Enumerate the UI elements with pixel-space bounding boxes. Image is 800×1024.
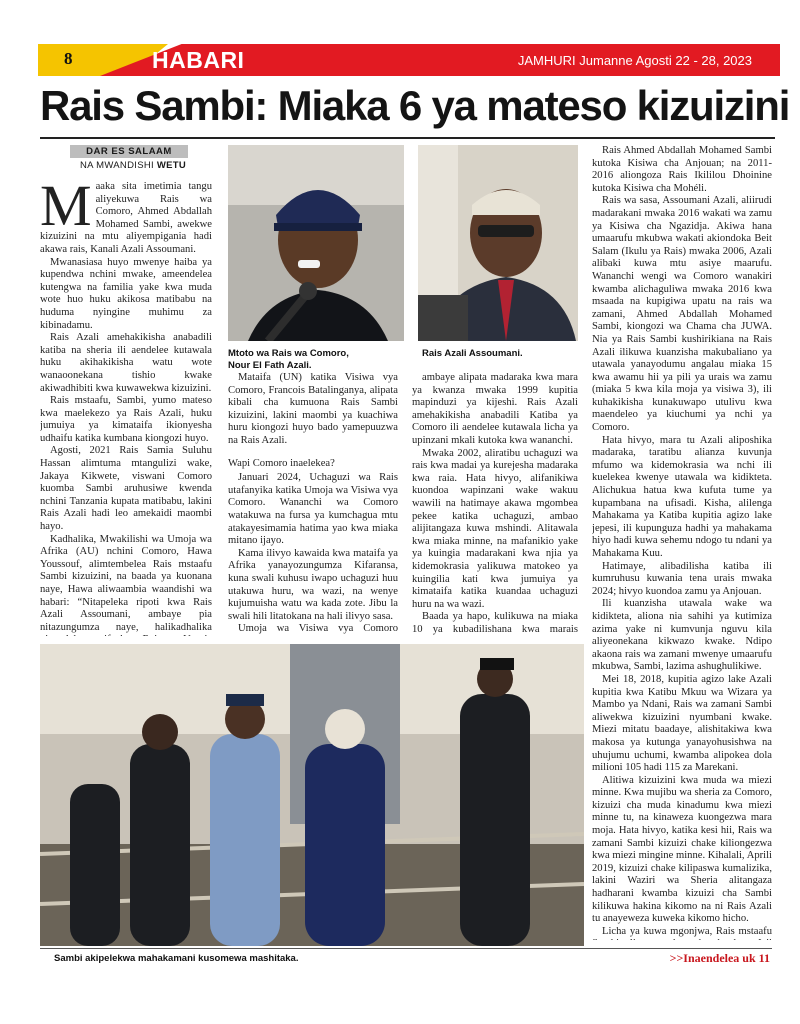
caption-court: Sambi akipelekwa mahakamani kusomewa mashitaka. — [54, 953, 299, 964]
portrait-illustration-2 — [418, 145, 578, 341]
continue-link[interactable]: >>Inaendelea uk 11 — [669, 951, 770, 965]
article-paragraph: Mataifa (UN) katika Visiwa vya Comoro, Francois Batalinganya, alipata kibali cha kumuona Rais Sambi kizuizini, lakini maombi ya kuachiwa huru kiongozi huyo bado yamepuuzwa na Rais Azali. — [228, 372, 398, 446]
article-paragraph: Kama ilivyo kawaida kwa mataifa ya Afrika yanayozungumza Kifaransa, kuna swali kuhusu iwapo uchaguzi huu utakuwa huru, wa wazi, na wenye kujumuisha watu wa kada zote. Jibu la swali hili litatokana na hali ilivyo sasa. — [228, 547, 398, 622]
page-number: 8 — [64, 49, 73, 68]
headline-rule — [40, 137, 775, 139]
article-paragraph: Ili kuanzisha utawala wake wa kidikteta, aliona nia sahihi ya kutimiza azima yake ni kumvunja nguvu kila aliyeonekana kikwazo kwake. Ndipo akaona rais wa zamani mwenye umaarufu mkubwa, Sambi, lazima ashughulikiwe. — [592, 598, 772, 673]
article-paragraph: Januari 2024, Uchaguzi wa Rais utafanyika katika Umoja wa Visiwa vya Comoro. Wananchi wa Comoro watakuwa na fursa ya kumchagua mtu atakayesimamia hatima yao kwa miaka mitano ijayo. — [228, 472, 398, 547]
article-paragraph: aaka sita imetimia tangu aliyekuwa Rais wa Comoro, Ahmed Abdallah Mohamed Sambi, awekwe kizuizini na mtu aliyempigania hadi akawa rais, Kanali Azali Assoumani. — [40, 181, 212, 255]
article-paragraph: Umoja wa Visiwa vya Comoro — [238, 623, 398, 635]
caption-nour-line-1: Mtoto wa Rais wa Comoro, — [228, 348, 349, 359]
byline-prefix: NA MWANDISHI — [79, 160, 157, 171]
article-column-1 — [40, 181, 212, 636]
caption-nour — [228, 348, 404, 371]
article-paragraph: Hata hivyo, mara tu Azali aliposhika madaraka, taratibu alianza kuvunja mfumo wa kidemokrasia wa nchi ili kuelekea kwenye utawala wa kidikteta. Alichukua hatua kwa kufuta tume ya kupambana na ufisadi. Kisha, alilenga Mahakama ya Katiba kupitia agizo lake jepesi, ili kupunguza hadhi ya mahakama hiyo hadi kuwa sehemu ndogo tu ndani ya Mahakama Kuu. — [592, 434, 772, 559]
article-paragraph: Mei 18, 2018, kupitia agizo lake Azali kupitia kwa Katibu Mkuu wa Wizara ya Mambo ya Ndani, Rais wa zamani Sambi aliwekwa kizuizini nyumbani kwake. Miezi mitatu baadaye, alishitakiwa kwa makosa ya kutunga yanayohusishwa na uhujumu uchumi, kwamba alipokea dola milioni 105 hadi 115 za Marekani. — [592, 673, 772, 774]
dropcap: M — [40, 181, 92, 238]
article-paragraph: Wapi Comoro inaelekea? — [228, 457, 335, 469]
photo-azali-assoumani — [418, 145, 578, 341]
article-paragraph: Licha ya kuwa mgonjwa, Rais mstaafu — [602, 925, 772, 937]
article-paragraph: Kadhalika, Mwakilishi wa Umoja wa Afrika (AU) nchini Comoro, Hawa Youssouf, alimtembelea Rais mstaafu Sambi kizuizini, na baada ya kuonana naye, Hawa aliwaambia waandishi wa habari: “Nitapeleka ripoti kwa Rais Azali Assoumani, ambaye pia nitazungumza naye, halikadhalika — [40, 533, 212, 633]
article-paragraph: Alitiwa kizuizini kwa muda wa miezi minne. Kwa mujibu wa sheria za Comoro, kizuizi cha muda kinadumu kwa miezi minne tu, na kinaweza kuongezwa mara moja. Hata hivyo, katika kesi hii, Rais wa zamani Sambi kizuizi chake kiliongezwa kwa miezi mingine minne. Kihalali, Aprili 2019, kizuizi chake kilipaswa kumalizika, lakini Waziri wa Sheria alitangaza hadharani kwamba kizuizi cha Sambi kilikuwa hakina kikomo na ni Rais Azali tu anayeweza kuweka kikomo hicho. — [592, 774, 772, 925]
byline-name: WETU — [156, 160, 187, 171]
article-paragraph: Rais wa sasa, Assoumani Azali, aliirudi madarakani mwaka 2016 wakati wa zamu ya Kisiwa cha Ngazidja. Akiwa hana umaarufu mkubwa wakati akiondoka Beit Salam (Ikulu ya Rais) mwaka 2006, Azali alibaki kuwa mtu asiye maarufu. Wananchi wengi wa Comoro wanakiri kwamba alichaguliwa mwaka 2016 kwa msaada na kupigiwa upatu na rais wa zamani, Ahmed Abdallah Mohamed Sambi, kiongozi wa Chama cha JUWA. Nia ya Rais Sambi kushirikiana na Rais Azali ilikuwa kuanzisha makubaliano ya utawala yanayodumu angalau miaka 15 kwa awamu hii ya pili ya urais wa zamu (miaka 5 kwa kila moja ya visiwa 3), ili kuhakikisha kunakuwapo utulivu kwa maendeleo ya kiuchumi ya nchi ya Comoro. — [592, 195, 772, 434]
section-title: HABARI — [152, 47, 245, 73]
article-paragraph: Agosti, 2021 Rais Samia Suluhu Hassan alimtuma mtangulizi wake, Jakaya Kikwete, viswani Comoro kuomba Sambi aruhusiwe kwenda nchini Tanzania kupata matibabu, lakini Rais Azali hadi leo amekaidi maombi hayo. — [40, 445, 212, 533]
footer-rule — [40, 948, 772, 949]
byline — [68, 160, 198, 171]
article-paragraph: Mwaka 2002, aliratibu uchaguzi wa rais kwa madai ya kurejesha madaraka kwa raia. Hata hivyo, alifanikiwa kuondoa wapinzani wake wakuu wawili na hatimaye akawa mgombea pekee katika uchaguzi, ambao alijitangaza kuwa mshindi. Alitawala kwa miaka minne, na mafanikio yake ya kuingia madarakani kwa njia ya kidemokrasia yalikuwa matokeo ya kuingilia kati kwa jumuiya ya kimataifa katika kuandaa uchaguzi huru na wa wazi. — [412, 447, 578, 610]
article-paragraph: Rais mstaafu, Sambi, yumo mateso kwa maelekezo ya Rais Azali, huku jumuiya ya kimataifa ikionyesha udhaifu katika kumbana kiongozi huyo. — [40, 395, 212, 444]
article-column-2 — [228, 372, 398, 637]
caption-azali: Rais Azali Assoumani. — [422, 348, 523, 359]
court-scene-illustration — [40, 644, 584, 946]
caption-nour-line-2: Nour El Fath Azali. — [228, 359, 312, 371]
photo-sambi-court — [40, 644, 584, 946]
dateline: DAR ES SALAAM — [70, 145, 188, 158]
article-paragraph: Mwanasiasa huyo mwenye haiba ya kupendwa nchini mwake, ameendelea kutengwa na familia yake kwa muda wote huo huku akikosa matibabu na huduma nyingine muhimu za kibinadamu. — [40, 256, 212, 331]
portrait-illustration-1 — [228, 145, 404, 341]
headline: Rais Sambi: Miaka 6 ya mateso kizuizini — [40, 82, 790, 129]
article-paragraph: ambaye alipata madaraka kwa mara ya kwanza mwaka 1999 kupitia mapinduzi ya kijeshi. Rais Azali amehakikisha anabadili Katiba ya Comoro ili aendelee kutawala licha ya upinzani mkali kutoka kwa wananchi. — [412, 372, 578, 446]
photo-nour-el-fath-azali — [228, 145, 404, 341]
publication-info: JAMHURI Jumanne Agosti 22 - 28, 2023 — [517, 53, 752, 68]
article-paragraph: Baada ya hapo, kulikuwa na miaka 10 ya kubadilishana kwa marais — [412, 611, 578, 635]
article-column-3 — [412, 372, 578, 637]
article-column-4 — [592, 145, 772, 940]
article-paragraph: Hatimaye, alibadilisha katiba ili kumruhusu kuwania tena urais mwaka 2024; hivyo kuondoa zamu ya Anjouan. — [592, 560, 772, 597]
article-paragraph: Rais Ahmed Abdallah Mohamed Sambi kutoka Kisiwa cha Anjouan; na 2011-2016 aliongoza Rais Ikililou Dhoinine kutoka Kisiwa cha Mohéli. — [592, 145, 772, 194]
article-paragraph: Rais Azali amehakikisha anabadili katiba na sheria ili aendelee kutawala huku akihakikisha watu wote wanaoonekana tishio kwake akiwadhibiti kwa kuwawekwa kizuizini. — [40, 332, 212, 394]
